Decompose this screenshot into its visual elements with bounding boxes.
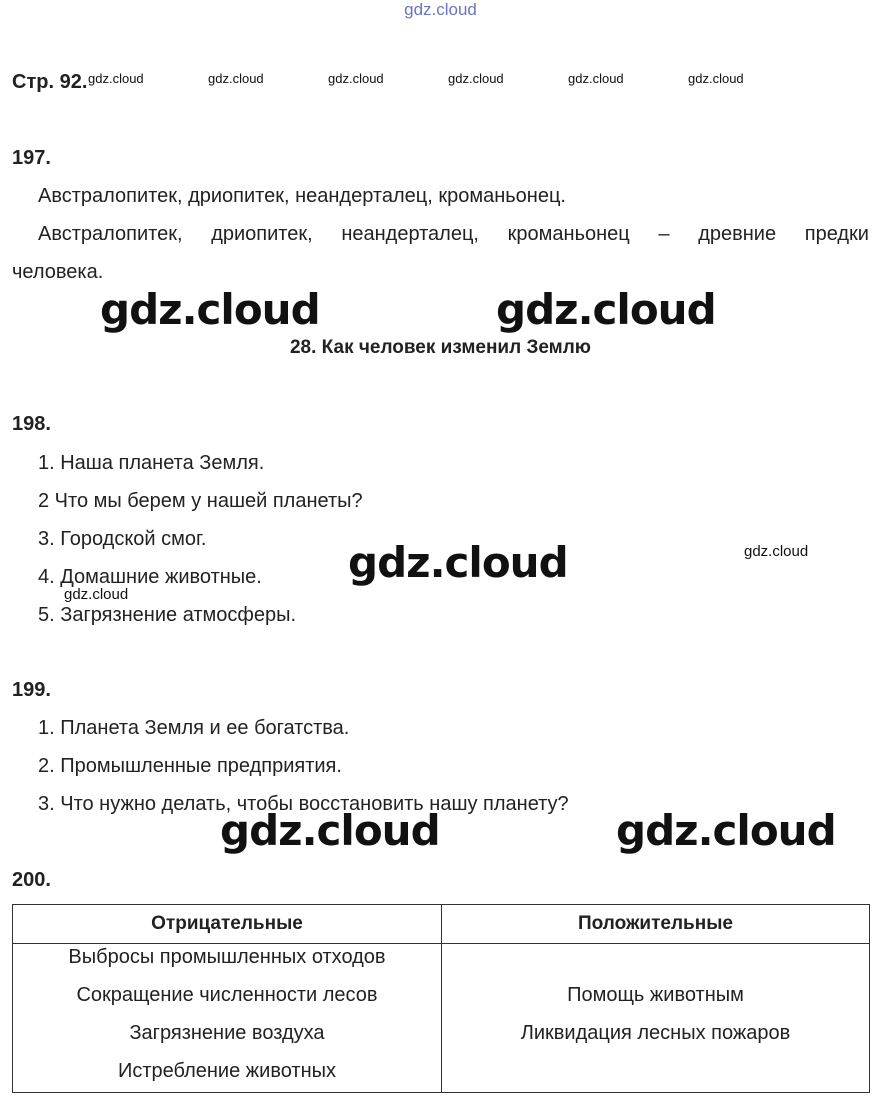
list-item: 4. Домашние животные. (38, 566, 262, 588)
list-item: 1. Планета Земля и ее богатства. (38, 717, 350, 739)
big-watermark: gdz.cloud (348, 538, 568, 587)
header-watermark: gdz.cloud (88, 71, 144, 86)
top-watermark: gdz.cloud (404, 0, 477, 19)
positive-cell (442, 944, 870, 1093)
exercise-200-number: 200. (12, 869, 51, 891)
list-item: 2 Что мы берем у нашей планеты? (38, 490, 363, 512)
list-item: 5. Загрязнение атмосферы. (38, 604, 297, 626)
word: неандерталец, (341, 223, 479, 245)
word: предки (804, 223, 869, 245)
small-watermark: gdz.cloud (744, 543, 809, 560)
negative-cell (13, 944, 442, 1093)
list-item: 2. Промышленные предприятия. (38, 755, 342, 777)
table-row (13, 944, 870, 1093)
word: – (658, 223, 670, 245)
table-header-row (13, 905, 870, 944)
word: Австралопитек, (38, 223, 183, 245)
header-watermark: gdz.cloud (208, 71, 264, 86)
column-header-negative: Отрицательные (13, 905, 442, 944)
list-item: 3. Что нужно делать, чтобы восстановить нашу планету? (38, 793, 569, 815)
list-item: Помощь животным (567, 984, 744, 1006)
header-watermark: gdz.cloud (568, 71, 624, 86)
exercise-197-line-1: Австралопитек, дриопитек, неандерталец, кроманьонец. (38, 185, 566, 207)
section-heading: 28. Как человек изменил Землю (289, 337, 592, 358)
exercise-197-number: 197. (12, 147, 51, 169)
list-item: Загрязнение воздуха (129, 1022, 325, 1044)
header-watermark: gdz.cloud (328, 71, 384, 86)
word: кроманьонец (507, 223, 630, 245)
small-watermark: gdz.cloud (64, 586, 129, 603)
exercise-199-number: 199. (12, 679, 51, 701)
big-watermark: gdz.cloud (100, 285, 320, 334)
positive-list (442, 944, 869, 1058)
exercise-197-line-3: человека. (12, 261, 104, 283)
list-item: Истребление животных (117, 1060, 337, 1082)
list-item: 3. Городской смог. (38, 528, 207, 550)
list-item: Сокращение численности лесов (76, 984, 378, 1006)
exercise-197-line-2 (38, 223, 869, 246)
list-item: Ликвидация лесных пожаров (520, 1022, 791, 1044)
word: дриопитек, (211, 223, 313, 245)
exercise-198-number: 198. (12, 413, 51, 435)
word: древние (698, 223, 777, 245)
header-watermark: gdz.cloud (448, 71, 504, 86)
big-watermark: gdz.cloud (220, 806, 440, 855)
page-label: Стр. 92. (12, 71, 88, 93)
header-watermark: gdz.cloud (688, 71, 744, 86)
big-watermark: gdz.cloud (496, 285, 716, 334)
effects-table (12, 904, 870, 1093)
list-item: 1. Наша планета Земля. (38, 452, 265, 474)
column-header-positive: Положительные (442, 905, 870, 944)
list-item: Выбросы промышленных отходов (68, 946, 386, 968)
big-watermark: gdz.cloud (616, 806, 836, 855)
